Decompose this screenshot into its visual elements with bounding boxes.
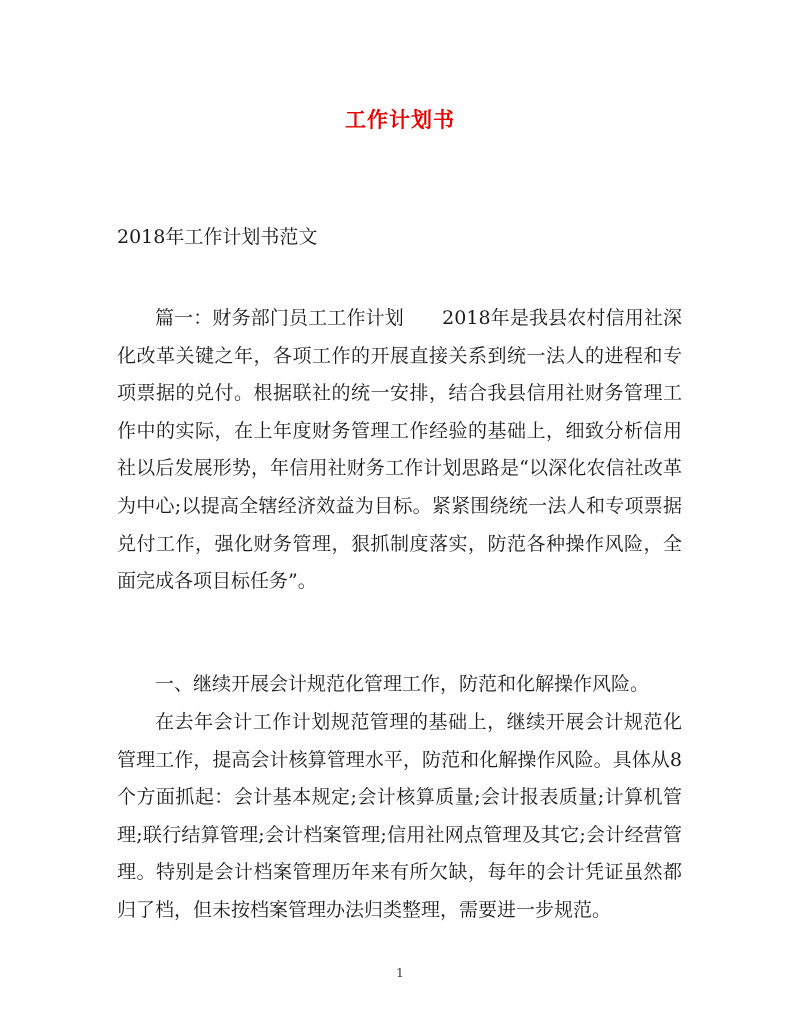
page-number: 1 <box>396 966 404 980</box>
document-subtitle: 2018年工作计划书范文 <box>117 226 318 248</box>
section-heading: 一、继续开展会计规范化管理工作，防范和化解操作风险。 <box>155 673 650 695</box>
paragraph-body: 在去年会计工作计划规范管理的基础上，继续开展会计规范化管理工作，提高会计核算管理水平，防范和化解操作风险。具体从8个方面抓起：会计基本规定;会计核算质量;会计报表质量;计算机管理;联行结算管理;会计档案管理;信用社网点管理及其它;会计经营管理。特别是会计档案管理历年来有所欠缺，每年的会计凭证虽然都归了档，但未按档案管理办法归类整理，需要进一步规范。 <box>117 711 682 921</box>
page-title: 工作计划书 <box>345 107 455 132</box>
paragraph-intro: 篇一：财务部门员工工作计划 2018年是我县农村信用社深化改革关键之年，各项工作的开展直接关系到统一法人的进程和专项票据的兑付。根据联社的统一安排，结合我县信用社财务管理工作中的实际，在上年度财务管理工作经验的基础上，细致分析信用社以后发展形势，年信用社财务工作计划思路是“以深化农信社改革为中心;以提高全辖经济效益为目标。紧紧围绕统一法人和专项票据兑付工作，强化财务管理，狠抓制度落实，防范各种操作风险，全面完成各项目标任务”。 <box>117 307 682 593</box>
